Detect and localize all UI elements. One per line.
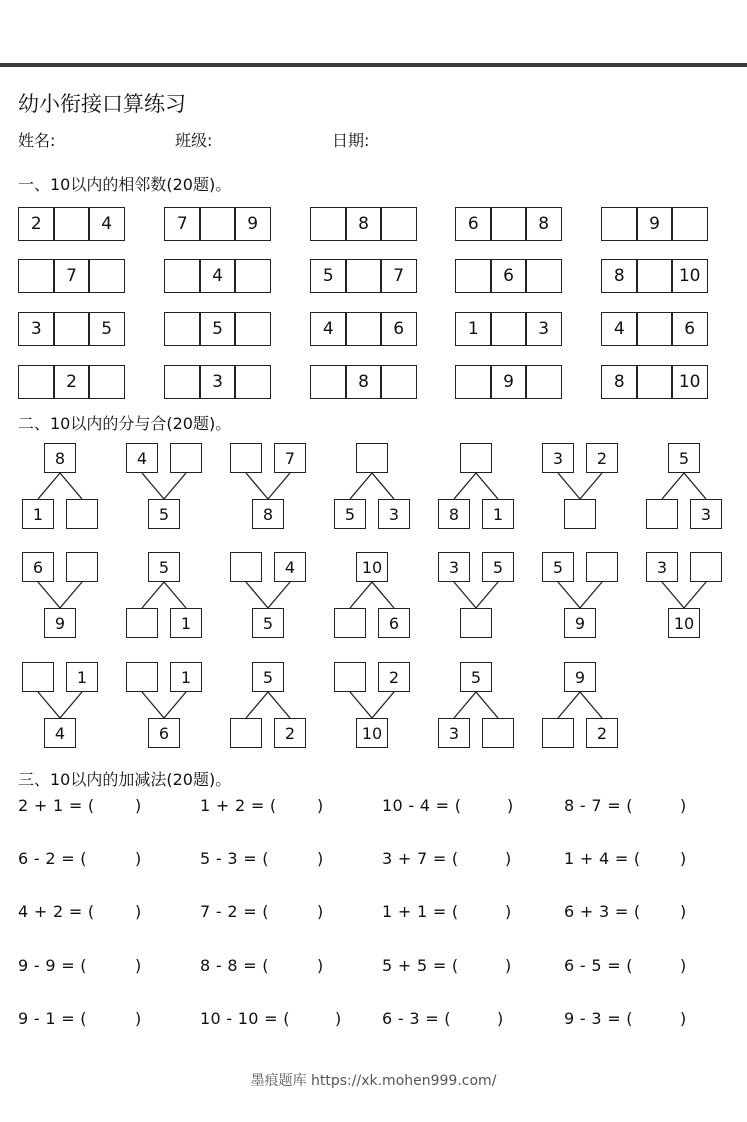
given-number: 6: [378, 608, 410, 638]
bond-line: [662, 582, 684, 608]
given-number: 10: [671, 365, 708, 399]
answer-box[interactable]: [525, 259, 562, 293]
bond-line: [662, 473, 684, 499]
adjacent-number-strip: [164, 259, 274, 293]
page-title: 幼小衔接口算练习: [18, 92, 186, 116]
answer-box[interactable]: [164, 365, 201, 399]
bond-line: [60, 692, 82, 718]
bond-line: [684, 473, 706, 499]
given-number: 3: [378, 499, 410, 529]
adjacent-number-strip: [455, 365, 565, 399]
equation: 5 - 3 = (: [200, 849, 269, 868]
answer-slot[interactable]: [290, 849, 330, 869]
given-number: 7: [274, 443, 306, 473]
answer-box[interactable]: [88, 259, 125, 293]
bond-line: [164, 582, 186, 608]
answer-box[interactable]: [586, 552, 618, 582]
equation: 7 - 2 = (: [200, 902, 269, 921]
answer-slot[interactable]: [654, 1009, 694, 1029]
close-paren: ): [497, 1009, 504, 1028]
equation: 6 - 2 = (: [18, 849, 87, 868]
close-paren: ): [505, 956, 512, 975]
answer-box[interactable]: [345, 312, 382, 346]
given-number: 9: [564, 608, 596, 638]
answer-box[interactable]: [164, 259, 201, 293]
answer-slot[interactable]: [108, 956, 148, 976]
section3-heading: 三、10以内的加减法(20题)。: [18, 770, 232, 789]
close-paren: ): [680, 849, 687, 868]
answer-box[interactable]: [199, 207, 236, 241]
bond-line: [142, 692, 164, 718]
section1-heading: 一、10以内的相邻数(20题)。: [18, 175, 232, 194]
equation: 9 - 1 = (: [18, 1009, 87, 1028]
bond-line: [350, 473, 372, 499]
answer-slot[interactable]: [472, 1009, 512, 1029]
equation: 1 + 2 = (: [200, 796, 277, 815]
adjacent-number-strip: [601, 207, 711, 241]
given-number: 1: [66, 662, 98, 692]
given-number: 5: [668, 443, 700, 473]
given-number: 6: [148, 718, 180, 748]
given-number: 6: [380, 312, 417, 346]
bond-line: [142, 582, 164, 608]
given-number: 1: [170, 662, 202, 692]
answer-box[interactable]: [310, 365, 347, 399]
close-paren: ): [505, 902, 512, 921]
given-number: 2: [378, 662, 410, 692]
close-paren: ): [507, 796, 514, 815]
given-number: 8: [438, 499, 470, 529]
given-number: 5: [334, 499, 366, 529]
answer-box[interactable]: [234, 259, 271, 293]
given-number: 2: [274, 718, 306, 748]
answer-box[interactable]: [636, 312, 673, 346]
adjacent-number-strip: [164, 365, 274, 399]
bond-line: [60, 582, 82, 608]
equation: 6 + 3 = (: [564, 902, 641, 921]
equation: 10 - 4 = (: [382, 796, 462, 815]
close-paren: ): [335, 1009, 342, 1028]
close-paren: ): [317, 849, 324, 868]
section2-heading: 二、10以内的分与合(20题)。: [18, 414, 232, 433]
given-number: 5: [148, 499, 180, 529]
answer-box[interactable]: [66, 552, 98, 582]
equation: 1 + 4 = (: [564, 849, 641, 868]
bond-line: [684, 582, 706, 608]
bond-line: [164, 473, 186, 499]
answer-slot[interactable]: [290, 956, 330, 976]
given-number: 8: [601, 259, 638, 293]
equation: 4 + 2 = (: [18, 902, 95, 921]
bond-line: [38, 473, 60, 499]
answer-slot[interactable]: [108, 902, 148, 922]
adjacent-number-strip: [455, 312, 565, 346]
answer-slot[interactable]: [654, 956, 694, 976]
answer-box[interactable]: [230, 443, 262, 473]
given-number: 8: [44, 443, 76, 473]
close-paren: ): [135, 1009, 142, 1028]
given-number: 9: [564, 662, 596, 692]
adjacent-number-strip: [310, 365, 420, 399]
adjacent-number-strip: [455, 259, 565, 293]
answer-slot[interactable]: [108, 1009, 148, 1029]
given-number: 1: [482, 499, 514, 529]
given-number: 5: [252, 662, 284, 692]
given-number: 6: [455, 207, 492, 241]
answer-box[interactable]: [230, 552, 262, 582]
adjacent-number-strip: [18, 312, 128, 346]
answer-box[interactable]: [345, 259, 382, 293]
equation: 8 - 8 = (: [200, 956, 269, 975]
answer-box[interactable]: [310, 207, 347, 241]
bond-line: [246, 582, 268, 608]
bond-line: [372, 582, 394, 608]
answer-box[interactable]: [460, 443, 492, 473]
given-number: 8: [252, 499, 284, 529]
adjacent-number-strip: [601, 365, 711, 399]
answer-box[interactable]: [334, 662, 366, 692]
bond-line: [142, 473, 164, 499]
bond-line: [372, 473, 394, 499]
answer-box[interactable]: [671, 207, 708, 241]
adjacent-number-strip: [455, 207, 565, 241]
given-number: 3: [438, 718, 470, 748]
close-paren: ): [135, 956, 142, 975]
answer-box[interactable]: [356, 443, 388, 473]
given-number: 5: [482, 552, 514, 582]
answer-box[interactable]: [234, 312, 271, 346]
close-paren: ): [135, 849, 142, 868]
given-number: 3: [438, 552, 470, 582]
given-number: 8: [525, 207, 562, 241]
bond-line: [268, 473, 290, 499]
bond-line: [350, 692, 372, 718]
adjacent-number-strip: [164, 312, 274, 346]
close-paren: ): [680, 956, 687, 975]
given-number: 9: [44, 608, 76, 638]
answer-box[interactable]: [542, 718, 574, 748]
answer-box[interactable]: [564, 499, 596, 529]
given-number: 4: [310, 312, 347, 346]
given-number: 8: [345, 365, 382, 399]
answer-box[interactable]: [601, 207, 638, 241]
given-number: 2: [53, 365, 90, 399]
equation: 5 + 5 = (: [382, 956, 459, 975]
given-number: 4: [601, 312, 638, 346]
top-divider: [0, 63, 747, 67]
answer-box[interactable]: [380, 365, 417, 399]
answer-box[interactable]: [53, 207, 90, 241]
close-paren: ): [505, 849, 512, 868]
answer-slot[interactable]: [654, 849, 694, 869]
close-paren: ): [680, 796, 687, 815]
answer-box[interactable]: [490, 207, 527, 241]
bond-line: [454, 473, 476, 499]
answer-slot[interactable]: [108, 796, 148, 816]
answer-slot[interactable]: [290, 796, 330, 816]
equation: 6 - 5 = (: [564, 956, 633, 975]
given-number: 3: [525, 312, 562, 346]
equation: 9 - 3 = (: [564, 1009, 633, 1028]
name-label: 姓名:: [18, 131, 56, 150]
answer-box[interactable]: [126, 662, 158, 692]
bond-line: [60, 473, 82, 499]
given-number: 4: [88, 207, 125, 241]
given-number: 2: [586, 718, 618, 748]
close-paren: ): [680, 1009, 687, 1028]
bond-line: [558, 473, 580, 499]
bond-line: [454, 692, 476, 718]
answer-box[interactable]: [525, 365, 562, 399]
answer-slot[interactable]: [108, 849, 148, 869]
answer-box[interactable]: [482, 718, 514, 748]
equation: 2 + 1 = (: [18, 796, 95, 815]
answer-box[interactable]: [164, 312, 201, 346]
footer-watermark: 墨痕题库 https://xk.mohen999.com/: [250, 1073, 497, 1089]
close-paren: ): [317, 796, 324, 815]
answer-slot[interactable]: [290, 1009, 330, 1029]
answer-slot[interactable]: [654, 796, 694, 816]
equation: 1 + 1 = (: [382, 902, 459, 921]
answer-box[interactable]: [88, 365, 125, 399]
given-number: 9: [490, 365, 527, 399]
answer-box[interactable]: [18, 259, 55, 293]
bond-line: [164, 692, 186, 718]
bond-line: [38, 692, 60, 718]
adjacent-number-strip: [310, 312, 420, 346]
bond-line: [246, 473, 268, 499]
adjacent-number-strip: [310, 207, 420, 241]
bond-line: [580, 473, 602, 499]
answer-box[interactable]: [126, 608, 158, 638]
bond-line: [38, 582, 60, 608]
answer-box[interactable]: [646, 499, 678, 529]
adjacent-number-strip: [601, 312, 711, 346]
bond-line: [476, 582, 498, 608]
given-number: 8: [601, 365, 638, 399]
given-number: 10: [356, 552, 388, 582]
given-number: 10: [671, 259, 708, 293]
close-paren: ): [680, 902, 687, 921]
given-number: 1: [455, 312, 492, 346]
adjacent-number-strip: [310, 259, 420, 293]
given-number: 3: [690, 499, 722, 529]
answer-box[interactable]: [460, 608, 492, 638]
given-number: 10: [668, 608, 700, 638]
answer-slot[interactable]: [472, 796, 512, 816]
answer-box[interactable]: [66, 499, 98, 529]
answer-box[interactable]: [334, 608, 366, 638]
bond-line: [476, 473, 498, 499]
given-number: 9: [234, 207, 271, 241]
close-paren: ): [135, 902, 142, 921]
answer-slot[interactable]: [654, 902, 694, 922]
given-number: 10: [356, 718, 388, 748]
equation: 9 - 9 = (: [18, 956, 87, 975]
answer-slot[interactable]: [290, 902, 330, 922]
bond-line: [558, 582, 580, 608]
close-paren: ): [135, 796, 142, 815]
given-number: 5: [310, 259, 347, 293]
given-number: 3: [542, 443, 574, 473]
adjacent-number-strip: [18, 207, 128, 241]
bond-line: [246, 692, 268, 718]
given-number: 7: [53, 259, 90, 293]
given-number: 4: [126, 443, 158, 473]
bond-line: [580, 582, 602, 608]
answer-box[interactable]: [18, 365, 55, 399]
bond-line: [268, 692, 290, 718]
answer-box[interactable]: [22, 662, 54, 692]
adjacent-number-strip: [18, 365, 128, 399]
bond-line: [476, 692, 498, 718]
bond-line: [454, 582, 476, 608]
answer-box[interactable]: [455, 365, 492, 399]
given-number: 4: [199, 259, 236, 293]
bond-line: [268, 582, 290, 608]
given-number: 3: [18, 312, 55, 346]
given-number: 5: [460, 662, 492, 692]
answer-box[interactable]: [234, 365, 271, 399]
given-number: 9: [636, 207, 673, 241]
answer-box[interactable]: [230, 718, 262, 748]
given-number: 4: [274, 552, 306, 582]
class-label: 班级:: [175, 131, 213, 150]
given-number: 5: [88, 312, 125, 346]
given-number: 6: [490, 259, 527, 293]
given-number: 3: [646, 552, 678, 582]
given-number: 5: [252, 608, 284, 638]
given-number: 5: [199, 312, 236, 346]
given-number: 1: [170, 608, 202, 638]
given-number: 1: [22, 499, 54, 529]
date-label: 日期:: [332, 131, 370, 150]
given-number: 7: [164, 207, 201, 241]
bond-line: [580, 692, 602, 718]
given-number: 3: [199, 365, 236, 399]
answer-box[interactable]: [690, 552, 722, 582]
answer-box[interactable]: [170, 443, 202, 473]
equation: 10 - 10 = (: [200, 1009, 290, 1028]
given-number: 4: [44, 718, 76, 748]
adjacent-number-strip: [601, 259, 711, 293]
given-number: 8: [345, 207, 382, 241]
answer-box[interactable]: [455, 259, 492, 293]
equation: 6 - 3 = (: [382, 1009, 451, 1028]
close-paren: ): [317, 956, 324, 975]
answer-box[interactable]: [53, 312, 90, 346]
close-paren: ): [317, 902, 324, 921]
equation: 8 - 7 = (: [564, 796, 633, 815]
given-number: 2: [586, 443, 618, 473]
given-number: 6: [22, 552, 54, 582]
adjacent-number-strip: [18, 259, 128, 293]
answer-box[interactable]: [490, 312, 527, 346]
given-number: 6: [671, 312, 708, 346]
answer-box[interactable]: [380, 207, 417, 241]
answer-box[interactable]: [636, 365, 673, 399]
given-number: 5: [542, 552, 574, 582]
given-number: 7: [380, 259, 417, 293]
equation: 3 + 7 = (: [382, 849, 459, 868]
adjacent-number-strip: [164, 207, 274, 241]
bond-line: [350, 582, 372, 608]
bond-line: [372, 692, 394, 718]
given-number: 5: [148, 552, 180, 582]
given-number: 2: [18, 207, 55, 241]
bond-line: [558, 692, 580, 718]
answer-box[interactable]: [636, 259, 673, 293]
